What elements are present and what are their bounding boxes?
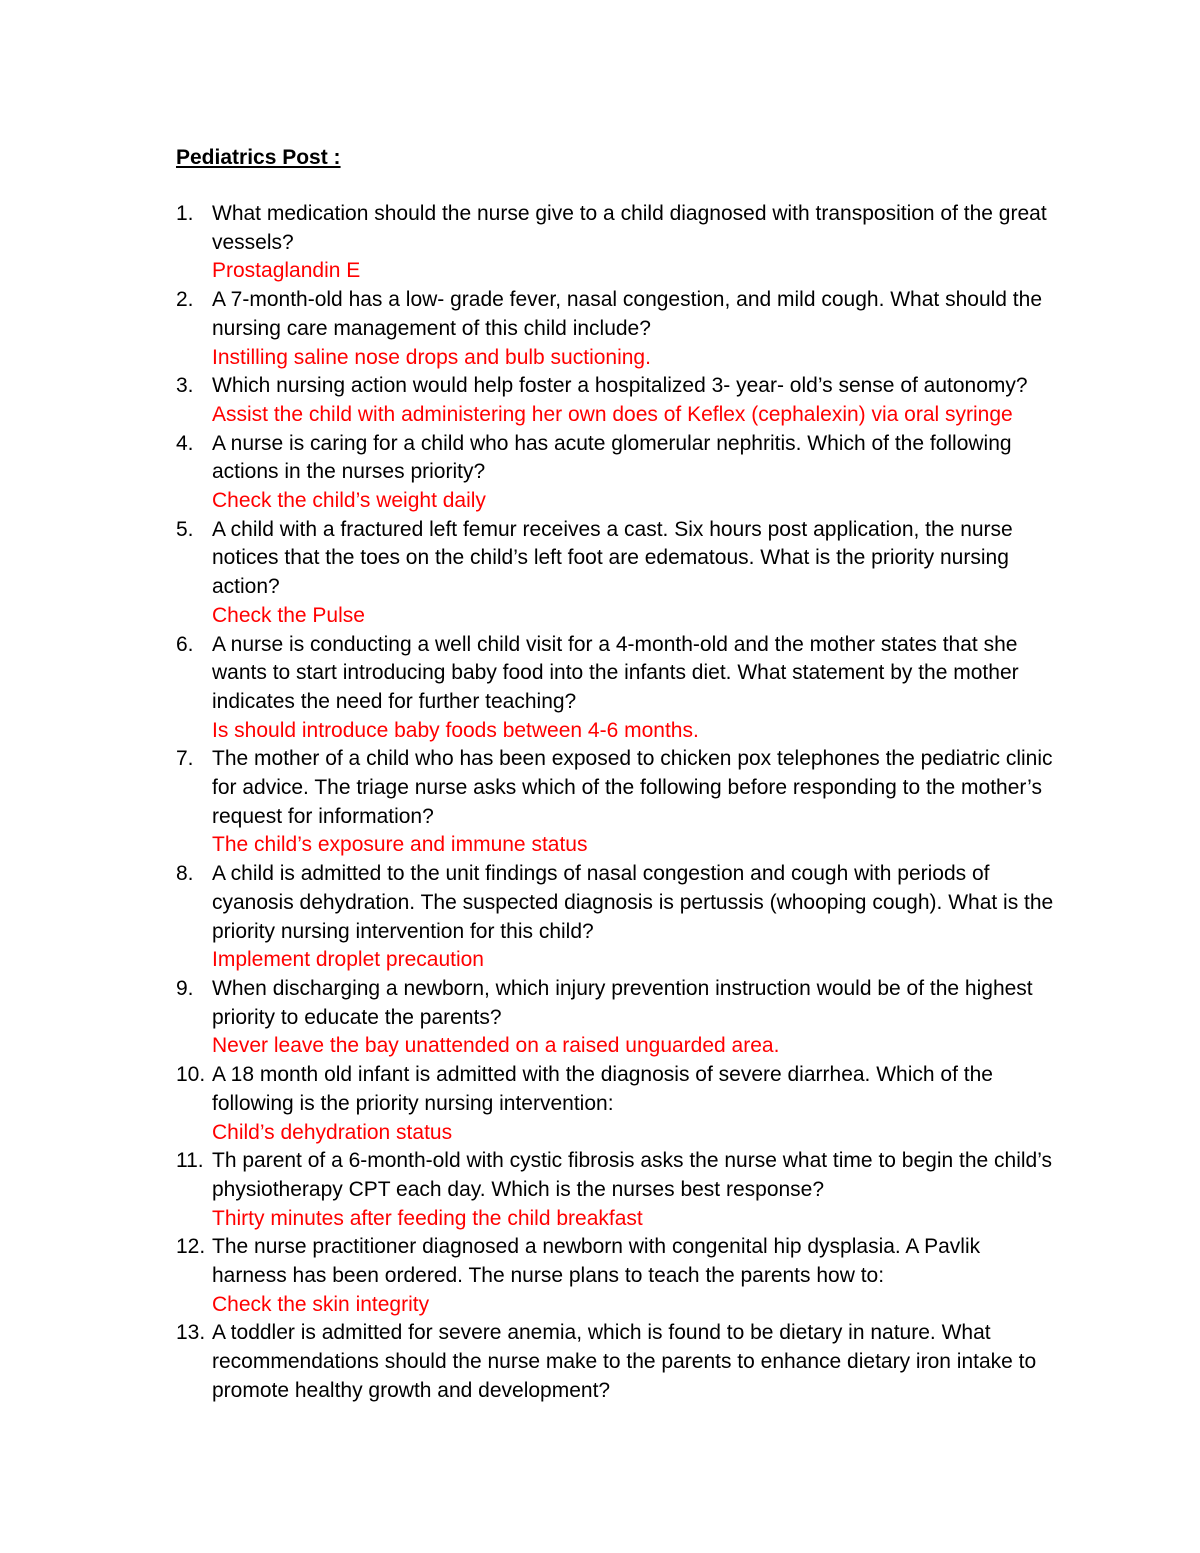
item-number: 1. bbox=[176, 202, 194, 225]
list-item bbox=[0, 1147, 1200, 1233]
question-text: A nurse is conducting a well child visit for a 4-month-old and the mother states that she wants to start introducing baby food into the infants diet. What statement by the mother indicates the need for further teaching? bbox=[212, 632, 1019, 713]
list-item bbox=[0, 372, 1200, 429]
question-list bbox=[0, 200, 1200, 1406]
item-number: 5. bbox=[176, 517, 194, 541]
answer-text: Never leave the bay unattended on a raised unguarded area. bbox=[212, 1034, 780, 1058]
answer-text: Prostaglandin E bbox=[212, 259, 361, 283]
question-text: A 7-month-old has a low- grade fever, nasal congestion, and mild cough. What should the nursing care management of this child include? bbox=[212, 288, 1042, 340]
item-number: 6. bbox=[176, 632, 194, 656]
list-item bbox=[0, 1319, 1200, 1405]
item-number: 12. bbox=[176, 1235, 206, 1259]
answer-text: Check the skin integrity bbox=[212, 1292, 430, 1316]
question-text: A child with a fractured left femur receives a cast. Six hours post application, the nurse notices that the toes on the child’s left foot are edematous. What is the priority nursing action? bbox=[212, 517, 1013, 599]
list-item bbox=[0, 430, 1200, 516]
answer-text: Child’s dehydration status bbox=[212, 1120, 453, 1144]
list-item bbox=[0, 1061, 1200, 1147]
list-item bbox=[0, 1233, 1200, 1319]
item-number: 11. bbox=[176, 1149, 204, 1173]
list-item bbox=[0, 631, 1200, 746]
list-item bbox=[0, 975, 1200, 1061]
question-text: What medication should the nurse give to a child diagnosed with transposition of the great vessels? bbox=[212, 202, 1047, 254]
item-number: 7. bbox=[176, 747, 194, 771]
list-item bbox=[0, 200, 1200, 286]
answer-text: Is should introduce baby foods between 4-6 months. bbox=[212, 718, 699, 742]
question-text: A child is admitted to the unit findings of nasal congestion and cough with periods of cyanosis dehydration. The suspected diagnosis is pertussis (whooping cough). What is the priority nursing intervention for this child? bbox=[212, 862, 1054, 943]
list-item bbox=[0, 516, 1200, 631]
list-item bbox=[0, 745, 1200, 860]
answer-text: Assist the child with administering her own does of Keflex (cephalexin) via oral syringe bbox=[212, 402, 1013, 426]
question-text: A nurse is caring for a child who has acute glomerular nephritis. Which of the following actions in the nurses priority? bbox=[212, 431, 1012, 484]
question-text: A 18 month old infant is admitted with the diagnosis of severe diarrhea. Which of the following is the priority nursing intervention: bbox=[212, 1063, 993, 1115]
item-number: 13. bbox=[176, 1321, 206, 1345]
answer-text: Thirty minutes after feeding the child breakfast bbox=[212, 1206, 643, 1230]
answer-text: The child’s exposure and immune status bbox=[212, 833, 588, 857]
answer-text: Implement droplet precaution bbox=[212, 948, 484, 972]
document-title: Pediatrics Post : bbox=[176, 146, 341, 169]
question-text: When discharging a newborn, which injury prevention instruction would be of the highest priority to educate the parents? bbox=[212, 976, 1033, 1029]
question-text: Th parent of a 6-month-old with cystic fibrosis asks the nurse what time to begin the child’s physiotherapy CPT each day. Which is the nurses best response? bbox=[212, 1149, 1053, 1201]
list-item bbox=[0, 286, 1200, 372]
item-number: 10. bbox=[176, 1063, 206, 1087]
answer-text: Check the Pulse bbox=[212, 603, 365, 627]
list-item bbox=[0, 860, 1200, 975]
question-text: The mother of a child who has been exposed to chicken pox telephones the pediatric clinic for advice. The triage nurse asks which of the following before responding to the mother’s request for information? bbox=[212, 747, 1053, 828]
answer-text: Check the child’s weight daily bbox=[212, 489, 486, 513]
item-number: 2. bbox=[176, 288, 194, 312]
item-number: 8. bbox=[176, 862, 194, 886]
item-number: 3. bbox=[176, 374, 194, 398]
item-number: 9. bbox=[176, 976, 194, 1000]
question-text: A toddler is admitted for severe anemia, which is found to be dietary in nature. What recommendations should the nurse make to the parents to enhance dietary iron intake to promote healthy growth and development? bbox=[212, 1321, 1037, 1402]
question-text: Which nursing action would help foster a hospitalized 3- year- old’s sense of autonomy? bbox=[212, 374, 1028, 398]
item-number: 4. bbox=[176, 431, 194, 455]
question-text: The nurse practitioner diagnosed a newborn with congenital hip dysplasia. A Pavlik harness has been ordered. The nurse plans to teach the parents how to: bbox=[212, 1235, 981, 1288]
answer-text: Instilling saline nose drops and bulb suctioning. bbox=[212, 345, 651, 369]
